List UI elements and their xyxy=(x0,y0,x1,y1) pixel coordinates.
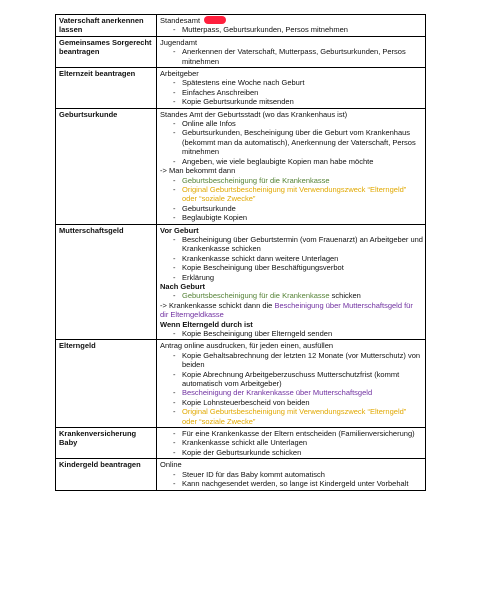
bullet-item xyxy=(160,291,423,300)
bullet-item xyxy=(160,351,423,370)
line-text: Original Geburtsbescheinigung mit Verwendungszweck “Elterngeld” oder “soziale Zwecke” xyxy=(182,407,407,426)
line-text: Mutterpass, Geburtsurkunden, Persos mitnehmen xyxy=(182,25,348,35)
bullet-item xyxy=(160,407,423,426)
row-details xyxy=(157,68,426,109)
bullet-item xyxy=(160,429,423,438)
bullet-item xyxy=(160,88,423,97)
bullet-item xyxy=(160,470,423,479)
line-text: Vor Geburt xyxy=(160,225,199,235)
bullet-item xyxy=(160,398,423,407)
row-details xyxy=(157,15,426,37)
bullet-item xyxy=(160,25,423,34)
row-key: Vaterschaft anerkennen lassen xyxy=(56,15,157,37)
detail-line xyxy=(160,460,423,469)
line-text: Geburtsbescheinigung für die Krankenkasse xyxy=(182,175,330,185)
row-details xyxy=(157,459,426,490)
line-text: Einfaches Anschreiben xyxy=(182,87,259,97)
bullet-item xyxy=(160,47,423,66)
bullet-item xyxy=(160,78,423,87)
line-text: Geburtsurkunden, Bescheinigung über die Geburt vom Krankenhaus (bekommt man da automatisch), Anerkennung der Vaterschaft, Persos mitnehmen xyxy=(182,128,416,157)
detail-line xyxy=(160,341,423,350)
line-text: Nach Geburt xyxy=(160,281,206,291)
line-text: Krankenkasse schickt alle Unterlagen xyxy=(182,438,308,448)
line-text: Spätestens eine Woche nach Geburt xyxy=(182,78,305,88)
line-text: Beglaubigte Kopien xyxy=(182,213,248,223)
row-key: Kindergeld beantragen xyxy=(56,459,157,490)
bullet-item xyxy=(160,479,423,488)
detail-line xyxy=(160,110,423,119)
table-row xyxy=(56,15,426,37)
table-row xyxy=(56,459,426,490)
line-text: Wenn Elterngeld durch ist xyxy=(160,319,253,329)
line-text: Standes Amt der Geburtsstadt (wo das Krankenhaus ist) xyxy=(160,109,348,119)
bullet-item xyxy=(160,128,423,156)
row-key: Elternzeit beantragen xyxy=(56,68,157,109)
bullet-item xyxy=(160,448,423,457)
bullet-item xyxy=(160,119,423,128)
bullet-item xyxy=(160,273,423,282)
bullet-item xyxy=(160,185,423,204)
table-row xyxy=(56,224,426,340)
line-text: Kopie Bescheinigung über Elterngeld senden xyxy=(182,329,333,338)
line-text: Original Geburtsbescheinigung mit Verwendungszweck “Elterngeld” oder “soziale Zwecke” xyxy=(182,184,407,204)
line-text: Bescheinigung über Geburtstermin (vom Frauenarzt) an Arbeitgeber und Krankenkasse schicken xyxy=(182,234,423,254)
redaction-mark xyxy=(204,16,226,24)
detail-line xyxy=(160,226,423,235)
line-text: Jugendamt xyxy=(160,37,198,47)
line-text: Online alle Infos xyxy=(182,119,236,129)
bullet-item xyxy=(160,176,423,185)
detail-line xyxy=(160,38,423,47)
line-text: Für eine Krankenkasse der Eltern entscheiden (Familienversicherung) xyxy=(182,429,415,439)
line-text: -> Man bekommt dann xyxy=(160,166,236,176)
line-text: Kann nachgesendet werden, so lange ist Kindergeld unter Vorbehalt xyxy=(182,479,409,489)
line-suffix: schicken xyxy=(329,291,361,301)
bullet-item xyxy=(160,263,423,272)
detail-line xyxy=(160,320,423,329)
line-text: Antrag online ausdrucken, für jeden einen, ausfüllen xyxy=(160,341,334,351)
row-key: Krankenversicherung Baby xyxy=(56,428,157,459)
line-text: Arbeitgeber xyxy=(160,69,199,79)
line-text: Kopie Gehaltsabrechnung der letzten 12 Monate (vor Mutterschutz) von beiden xyxy=(182,350,421,370)
line-text: Geburtsbescheinigung für die Krankenkasse xyxy=(182,291,330,301)
bullet-item xyxy=(160,204,423,213)
line-text: Standesamt xyxy=(160,16,201,25)
row-key: Elterngeld xyxy=(56,340,157,428)
row-details xyxy=(157,428,426,459)
line-text: Kopie der Geburtsurkunde schicken xyxy=(182,447,302,457)
line-text: Kopie Lohnsteuerbescheid von beiden xyxy=(182,397,310,407)
line-text: Kopie Bescheinigung über Beschäftigungsverbot xyxy=(182,263,344,273)
line-highlight: Bescheinigung über Mutterschaftsgeld für dir Elterngeldkasse xyxy=(160,300,413,320)
line-text: Online xyxy=(160,460,182,470)
bullet-item xyxy=(160,157,423,166)
row-key: Gemeinsames Sorgerecht beantragen xyxy=(56,36,157,67)
bullet-item xyxy=(160,370,423,389)
line-text: Kopie Geburtsurkunde mitsenden xyxy=(182,97,294,107)
table-row xyxy=(56,68,426,109)
line-text: Steuer ID für das Baby kommt automatisch xyxy=(182,469,325,479)
detail-line xyxy=(160,16,423,25)
line-text: -> Krankenkasse schickt dann die xyxy=(160,300,275,310)
table-row xyxy=(56,340,426,428)
detail-line xyxy=(160,69,423,78)
row-details xyxy=(157,340,426,428)
line-text: Krankenkasse schickt dann weitere Unterlagen xyxy=(182,253,339,263)
line-text: Geburtsurkunde xyxy=(182,203,236,213)
bullet-item xyxy=(160,254,423,263)
table-row xyxy=(56,36,426,67)
row-details xyxy=(157,36,426,67)
bullet-item xyxy=(160,329,423,338)
table-row xyxy=(56,428,426,459)
bullet-item xyxy=(160,388,423,397)
row-key: Mutterschaftsgeld xyxy=(56,224,157,340)
table-row xyxy=(56,108,426,224)
bullet-item xyxy=(160,438,423,447)
detail-line xyxy=(160,166,423,175)
row-details xyxy=(157,108,426,224)
line-text: Kopie Abrechnung Arbeitgeberzuschuss Mutterschutzfrist (kommt automatisch vom Arbeitgeber) xyxy=(182,369,400,389)
table-body xyxy=(56,15,426,491)
line-text: Erklärung xyxy=(182,272,215,282)
line-text: Bescheinigung der Krankenkasse über Mutterschaftsgeld xyxy=(182,388,373,398)
bullet-item xyxy=(160,213,423,222)
line-text: Anerkennen der Vaterschaft, Mutterpass, Geburtsurkunden, Persos mitnehmen xyxy=(182,47,406,66)
document-table xyxy=(55,14,426,491)
row-key: Geburtsurkunde xyxy=(56,108,157,224)
line-text: Angeben, wie viele beglaubigte Kopien man habe möchte xyxy=(182,156,374,166)
detail-line xyxy=(160,301,423,320)
detail-line xyxy=(160,282,423,291)
row-details xyxy=(157,224,426,340)
bullet-item xyxy=(160,235,423,254)
bullet-item xyxy=(160,97,423,106)
